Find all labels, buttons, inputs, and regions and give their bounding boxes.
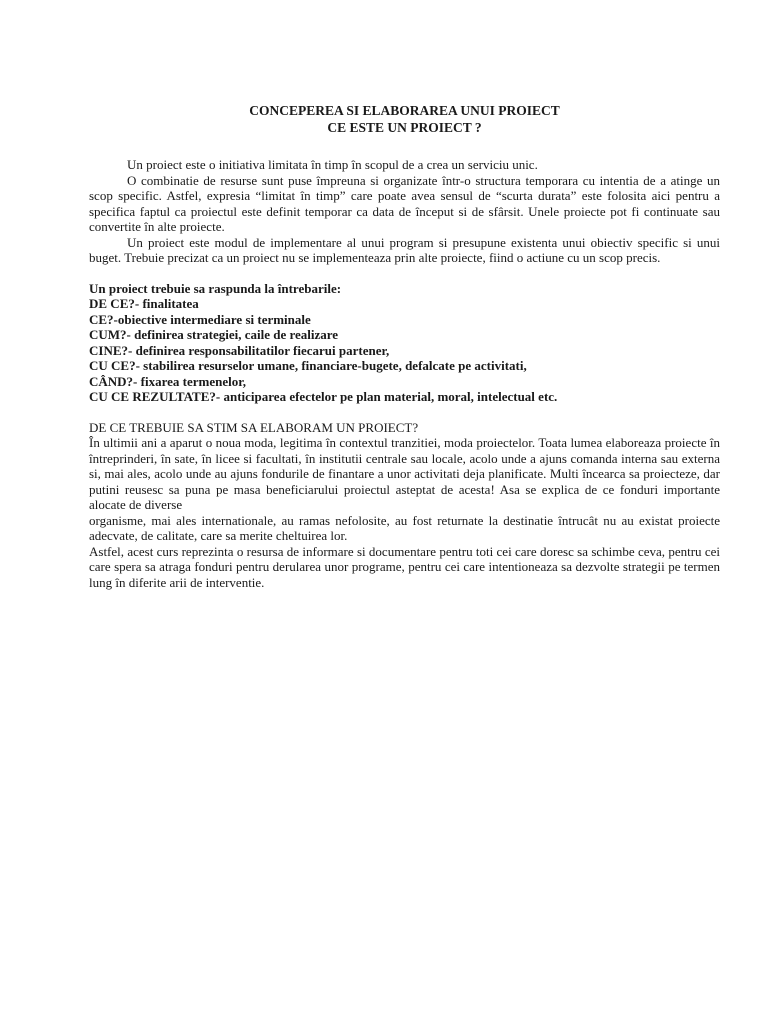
intro-paragraph-2: O combinatie de resurse sunt puse împreuna si organizate într-o structura temporara cu intentia de a atinge un scop specific. Astfel, expresia “limitat în timp” care poate avea sensul de “scurta durata” este folosita aici pentru a specifica faptul ca proiectul este definit temporar ca data de început si de sfârsit. Unele proiecte pot fi continuate sau convertite în alte proiecte. xyxy=(89,172,720,234)
question-item: CU CE?- stabilirea resurselor umane, financiare-bugete, defalcate pe activitati, xyxy=(89,358,527,373)
questions-heading: Un proiect trebuie sa raspunda la întrebarile: xyxy=(89,280,342,296)
question-item: CUM?- definirea strategiei, caile de realizare xyxy=(89,327,339,342)
title-line-2: CE ESTE UN PROIECT ? xyxy=(327,120,482,135)
question-item: CU CE REZULTATE?- anticiparea efectelor pe plan material, moral, intelectual etc. xyxy=(89,389,558,404)
question-item: CINE?- definirea responsabilitatilor fiecarui partener, xyxy=(89,342,390,358)
title-line-1: CONCEPEREA SI ELABORAREA UNUI PROIECT xyxy=(249,103,560,118)
questions-list xyxy=(89,281,720,405)
intro-paragraph-3: Un proiect este modul de implementare al unui program si presupune existenta unui obiectiv specific si unui buget. Trebuie precizat ca un proiect nu se implementeaza prin alte proiecte, fiind o actiune cu un scop precis. xyxy=(89,234,720,265)
why-paragraph-1: În ultimii ani a aparut o noua moda, legitima în contextul tranzitiei, moda proiectelor. Toata lumea elaboreaza proiecte în întreprinderi, în sate, în licee si facultati, în institutii centrale sau locale, acolo unde a ajuns comanda interna sau externa si, mai ales, acolo unde au ajuns fondurile de finantare a unor activitati deja planificate. Multi încearca sa proiecteze, dar putini reusesc sa puna pe masa beneficiarului proiectul asteptat de acesta! Asa se explica de ce fonduri importante alocate de diverse xyxy=(89,435,720,512)
why-paragraph-3: Astfel, acest curs reprezinta o resursa de informare si documentare pentru toti cei care doresc sa schimbe ceva, pentru cei care spera sa atraga fonduri pentru derularea unor programe, pentru cei care intentioneaza sa dezvolte strategii pe termen lung în diferite arii de interventie. xyxy=(89,543,720,590)
why-section xyxy=(89,420,720,591)
question-item: DE CE?- finalitatea xyxy=(89,296,199,311)
why-heading: DE CE TREBUIE SA STIM SA ELABORAM UN PROIECT? xyxy=(89,419,419,435)
intro-paragraph-1: Un proiect este o initiativa limitata în timp în scopul de a crea un serviciu unic. xyxy=(127,157,538,172)
question-item: CÂND?- fixarea termenelor, xyxy=(89,373,247,389)
intro-section xyxy=(89,157,720,266)
why-paragraph-2: organisme, mai ales internationale, au ramas nefolosite, au fost returnate la destinatie întrucât nu au existat proiecte adecvate, de calitate, care sa merite cheltuirea lor. xyxy=(89,512,720,543)
question-item: CE?-obiective intermediare si terminale xyxy=(89,311,311,327)
document-title xyxy=(89,102,720,136)
